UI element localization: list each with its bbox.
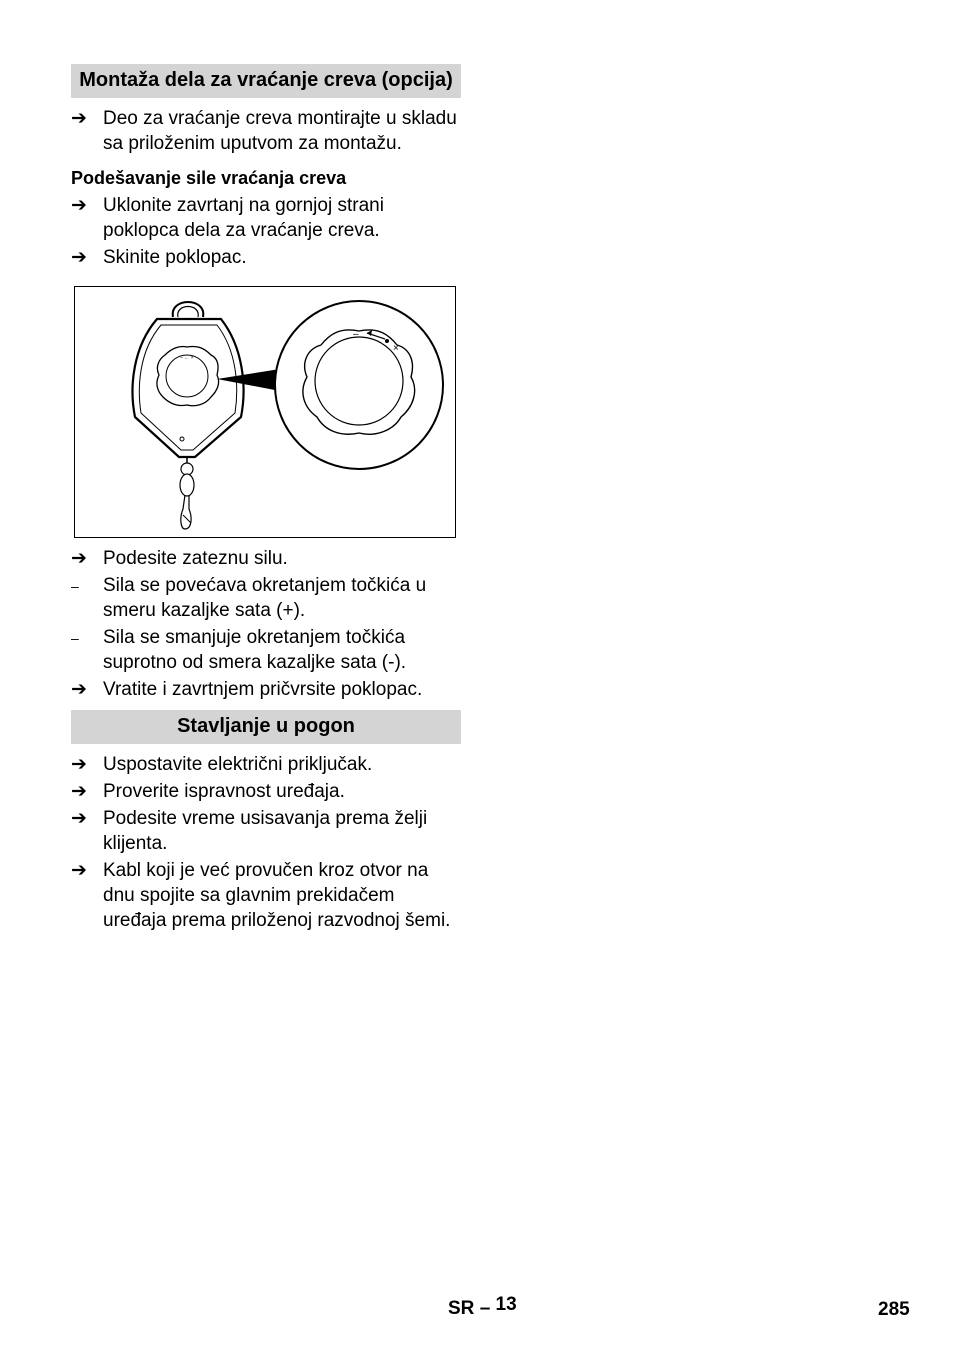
hose-reel-figure	[74, 286, 456, 538]
arrow-right-icon: ➔	[71, 808, 87, 829]
hose-reel-illustration	[75, 287, 455, 537]
list-item-text: Proverite ispravnost uređaja.	[103, 781, 345, 802]
list-item	[71, 193, 461, 243]
list-item-text: Skinite poklopac.	[103, 247, 247, 268]
list-item	[71, 677, 461, 702]
arrow-right-icon: ➔	[71, 781, 87, 802]
list-item	[71, 245, 461, 270]
dash-icon: –	[71, 578, 79, 594]
arrow-right-icon: ➔	[71, 108, 87, 129]
page-number: 285	[878, 1299, 910, 1320]
arrow-right-icon: ➔	[71, 679, 87, 700]
arrow-right-icon: ➔	[71, 247, 87, 268]
subsection-title: Podešavanje sile vraćanja creva	[71, 168, 347, 188]
section-title-startup: Stavljanje u pogon	[71, 710, 461, 744]
list-item-text: Sila se povećava okretanjem točkića u smeru kazaljke sata (+).	[103, 575, 427, 621]
list-item-text: Vratite i zavrtnjem pričvrsite poklopac.	[103, 679, 423, 700]
section-title-hose-reel: Montaža dela za vraćanje creva (opcija)	[71, 64, 461, 98]
list-item-text: Sila se smanjuje okretanjem točkića suprotno od smera kazaljke sata (-).	[103, 627, 407, 673]
footer-separator: –	[479, 1298, 491, 1319]
list-item-text: Podesite vreme usisavanja prema želji klijenta.	[103, 808, 428, 854]
arrow-right-icon: ➔	[71, 754, 87, 775]
list-item	[71, 806, 461, 856]
list-item	[71, 546, 461, 571]
list-item-text: Podesite zateznu silu.	[103, 548, 288, 569]
arrow-right-icon: ➔	[71, 548, 87, 569]
list-item	[71, 625, 461, 675]
dash-icon: –	[71, 630, 79, 646]
list-item	[71, 779, 461, 804]
arrow-right-icon: ➔	[71, 195, 87, 216]
footer-section-label	[448, 1294, 517, 1320]
list-item-text: Uspostavite električni priključak.	[103, 754, 373, 775]
list-item-text: Uklonite zavrtanj na gornjoj strani poklopca dela za vraćanje creva.	[103, 195, 384, 241]
list-item	[71, 752, 461, 777]
list-item-text: Deo za vraćanje creva montirajte u skladu sa priloženim uputvom za montažu.	[103, 108, 457, 154]
arrow-right-icon: ➔	[71, 860, 87, 881]
footer-section-page: 13	[495, 1294, 517, 1315]
content-column	[71, 64, 461, 933]
list-item	[71, 573, 461, 623]
minus-label: –	[353, 329, 359, 340]
footer-lang: SR	[448, 1298, 475, 1319]
list-item-text: Kabl koji je već provučen kroz otvor na dnu spojite sa glavnim prekidačem uređaja prema priloženoj razvodnoj šemi.	[103, 860, 451, 931]
plus-label: ×	[393, 343, 399, 354]
svg-text:– ← ×: – ← ×	[180, 355, 194, 361]
list-item	[71, 106, 461, 156]
list-item	[71, 858, 461, 933]
